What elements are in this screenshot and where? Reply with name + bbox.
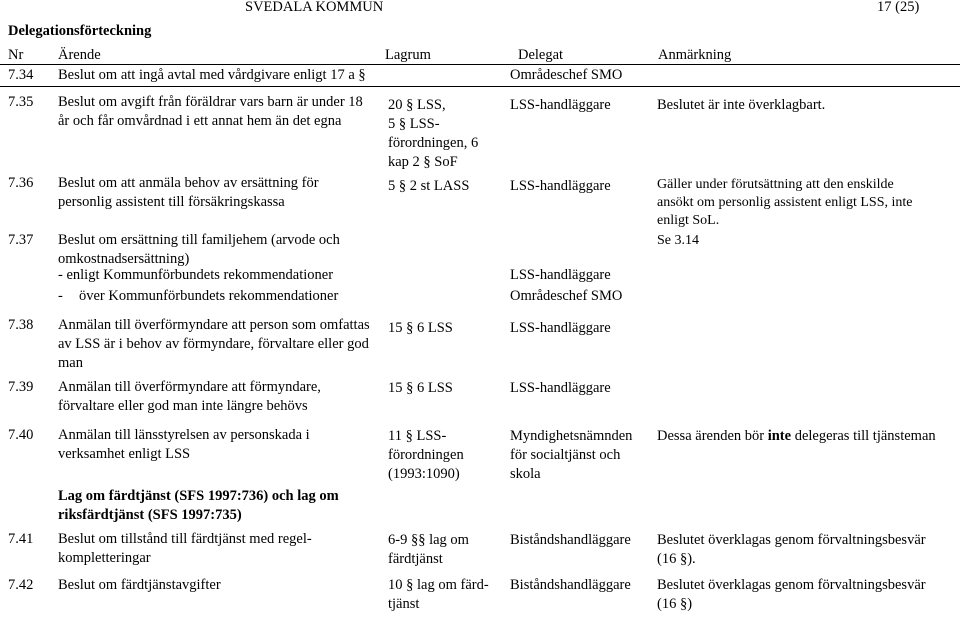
row-arende-line: Beslut om att anmäla behov av ersättning för (58, 175, 319, 191)
row-number: 7.38 (8, 317, 34, 333)
row-lagrum-line: 5 § LSS- (388, 116, 440, 132)
row-divider (0, 86, 960, 87)
row-delegat: LSS-handläggare (510, 380, 611, 396)
row-arende: Beslut om färdtjänstavgifter (58, 577, 221, 593)
column-header-arende: Ärende (58, 47, 101, 63)
row-arende-line: Anmälan till länsstyrelsen av personskada i (58, 427, 310, 443)
column-header-delegat: Delegat (518, 47, 564, 63)
row-anmarkning-line: Gäller under förutsättning att den enskilde (657, 177, 894, 192)
row-number: 7.41 (8, 531, 34, 547)
row-anmarkning: Se 3.14 (657, 233, 699, 248)
row-delegat-line: för socialtjänst och (510, 447, 621, 463)
row-lagrum-line: 11 § LSS- (388, 428, 447, 444)
row-arende-line: kompletteringar (58, 550, 151, 566)
row-lagrum-line: tjänst (388, 596, 420, 612)
row-arende-line: Anmälan till överförmyndare att förmyndare, (58, 379, 321, 395)
row-arende-line: år och får omvårdnad i ett annat hem än det egna (58, 113, 342, 129)
row-lagrum-line: kap 2 § SoF (388, 154, 458, 170)
anmarkning-emphasis: inte (767, 428, 792, 444)
row-arende-line: man (58, 355, 83, 371)
row-delegat: Biståndshandläggare (510, 532, 631, 548)
row-anmarkning: Beslutet är inte överklagbart. (657, 97, 826, 113)
row-delegat: Områdeschef SMO (510, 288, 623, 304)
section-heading-line: riksfärdtjänst (SFS 1997:735) (58, 507, 242, 523)
row-arende-line: Beslut om tillstånd till färdtjänst med regel- (58, 531, 312, 547)
row-arende-line: verksamhet enligt LSS (58, 446, 191, 462)
row-arende-line: Beslut om avgift från föräldrar vars barn är under 18 (58, 94, 363, 110)
row-lagrum-line: färdtjänst (388, 551, 443, 567)
document-title: Delegationsförteckning (8, 23, 152, 39)
row-arende-line: - enligt Kommunförbundets rekommendationer (58, 267, 334, 283)
row-arende: Beslut om att ingå avtal med vårdgivare enligt 17 a § (58, 67, 366, 83)
header-divider (0, 64, 960, 65)
row-delegat-line: Myndighetsnämnden (510, 428, 633, 444)
row-arende-line: Anmälan till överförmyndare att person som omfattas (58, 317, 370, 333)
anmarkning-text: Dessa ärenden bör (657, 428, 768, 444)
row-delegat: LSS-handläggare (510, 178, 611, 194)
row-anmarkning-line: Beslutet överklagas genom förvaltningsbesvär (657, 577, 926, 593)
row-delegat: LSS-handläggare (510, 97, 611, 113)
row-lagrum-line: 6-9 §§ lag om (388, 532, 469, 548)
row-number: 7.36 (8, 175, 34, 191)
row-delegat-line: skola (510, 466, 541, 482)
row-lagrum: 15 § 6 LSS (388, 320, 453, 336)
row-anmarkning-line: enligt SoL. (657, 213, 720, 228)
row-arende-line: förvaltare eller god man inte längre behövs (58, 398, 308, 414)
column-header-anmarkning: Anmärkning (658, 47, 732, 63)
row-delegat: LSS-handläggare (510, 267, 611, 283)
column-header-lagrum: Lagrum (385, 47, 431, 63)
row-lagrum: 5 § 2 st LASS (388, 178, 470, 194)
row-anmarkning-line: ansökt om personlig assistent enligt LSS, inte (657, 195, 913, 210)
row-lagrum-line: förordningen (388, 447, 464, 463)
row-number: 7.40 (8, 427, 34, 443)
row-lagrum: 15 § 6 LSS (388, 380, 453, 396)
row-lagrum-line: 20 § LSS, (388, 97, 446, 113)
row-lagrum-line: 10 § lag om färd- (388, 577, 489, 593)
row-number: 7.35 (8, 94, 34, 110)
row-delegat: Områdeschef SMO (510, 67, 623, 83)
row-anmarkning (657, 427, 936, 446)
row-delegat: LSS-handläggare (510, 320, 611, 336)
row-number: 7.39 (8, 379, 34, 395)
page-number: 17 (25) (877, 0, 920, 15)
list-dash: - (58, 288, 63, 304)
row-number: 7.34 (8, 67, 34, 83)
organization-name: SVEDALA KOMMUN (245, 0, 384, 15)
row-number: 7.37 (8, 232, 34, 248)
row-arende-line: personlig assistent till försäkringskassa (58, 194, 285, 210)
anmarkning-text: delegeras till tjänsteman (791, 428, 936, 444)
row-arende-line: över Kommunförbundets rekommendationer (79, 288, 339, 304)
row-anmarkning-line: Beslutet överklagas genom förvaltningsbesvär (657, 532, 926, 548)
row-anmarkning-line: (16 §). (657, 551, 696, 567)
row-arende-line: omkostnadsersättning) (58, 251, 190, 267)
row-lagrum-line: (1993:1090) (388, 466, 460, 482)
section-heading-line: Lag om färdtjänst (SFS 1997:736) och lag om (58, 488, 339, 504)
column-header-nr: Nr (8, 47, 24, 63)
row-number: 7.42 (8, 577, 34, 593)
row-lagrum-line: förordningen, 6 (388, 135, 479, 151)
row-anmarkning-line: (16 §) (657, 596, 693, 612)
row-delegat: Biståndshandläggare (510, 577, 631, 593)
row-arende-line: Beslut om ersättning till familjehem (arvode och (58, 232, 340, 248)
row-arende-line: av LSS är i behov av förmyndare, förvaltare eller god (58, 336, 369, 352)
